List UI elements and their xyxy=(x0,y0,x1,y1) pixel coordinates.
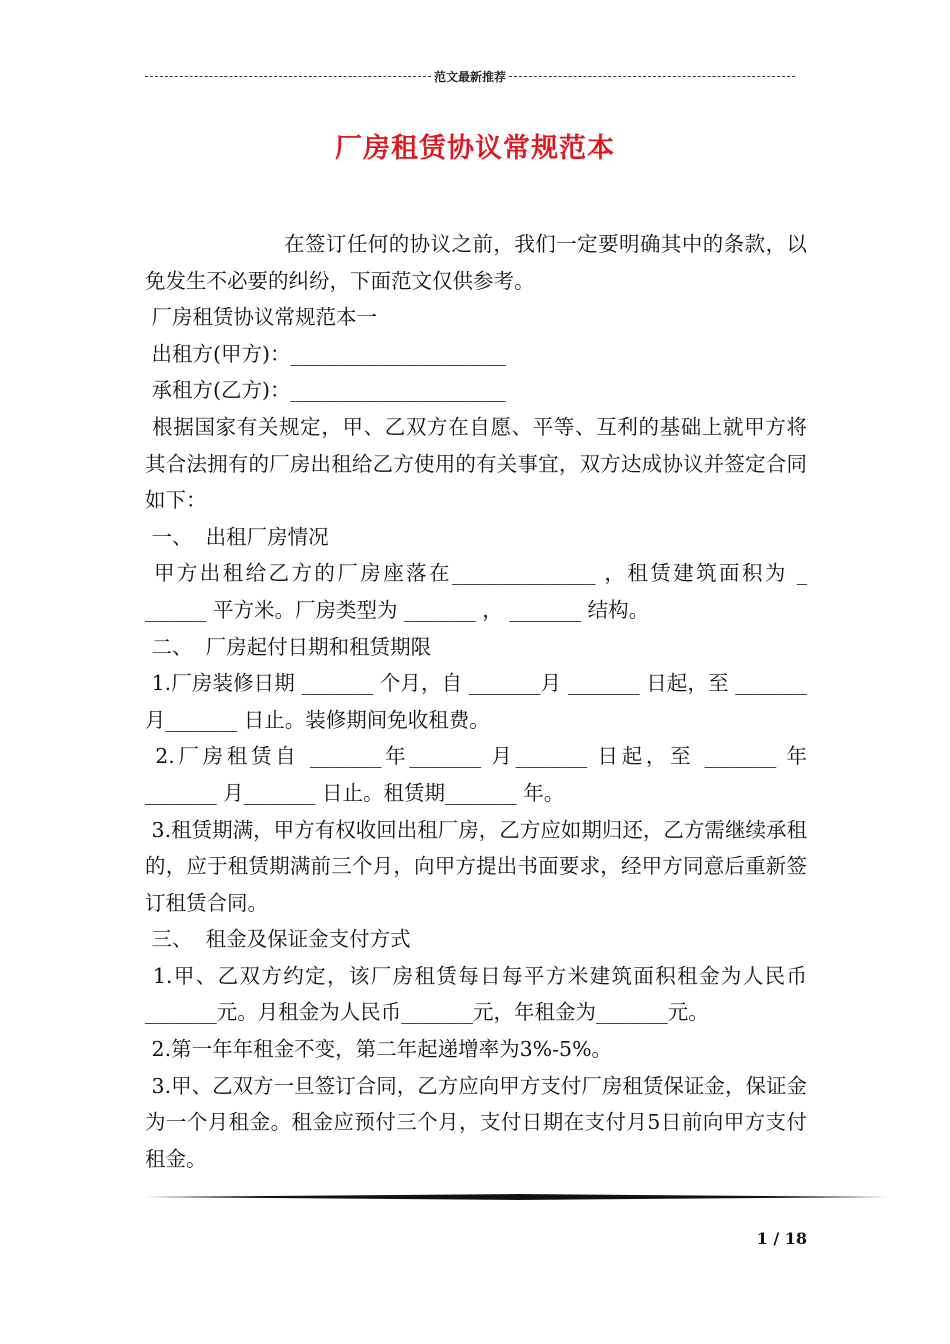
header-text: 范文最新推荐 xyxy=(434,69,507,84)
paragraph-intro: 在签订任何的协议之前，我们一定要明确其中的条款，以免发生不必要的纠纷，下面范文仅供参考。 xyxy=(145,232,808,293)
document-title: 厂房租赁协议常规范本 xyxy=(335,133,615,164)
paragraph-lessee: 承租方(乙方)：_____________________ xyxy=(145,378,506,403)
paragraph-section-1: 甲方出租给乙方的厂房座落在______________ ，租赁建筑面积为 _ ______ 平方米。厂房类型为 _______ ， _______ 结构。 xyxy=(145,561,814,622)
paragraph-2-1: 1.厂房装修日期 _______ 个月，自 _______月 _______ 日起，至 _______ 月_______ 日止。装修期间免收租费。 xyxy=(145,671,814,732)
paragraph-2-2: 2.厂房租赁自 _______年_______ 月_______ 日起，至 _______ 年 _______ 月_______ 日止。租赁期_______ 年。 xyxy=(145,744,814,805)
page-number: 1 / 18 xyxy=(756,1229,807,1248)
section-heading-1: 一、 出租厂房情况 xyxy=(145,524,329,549)
paragraph-preamble: 根据国家有关规定，甲、乙双方在自愿、平等、互利的基础上就甲方将其合法拥有的厂房出租给乙方使用的有关事宜，双方达成协议并签定合同如下： xyxy=(145,414,807,513)
footer-rule-graphic xyxy=(145,1194,889,1200)
paragraph-2-3: 3.租赁期满，甲方有权收回出租厂房，乙方应如期归还，乙方需继续承租的，应于租赁期满前三个月，向甲方提出书面要求，经甲方同意后重新签订租赁合同。 xyxy=(145,817,807,915)
paragraph-3-2: 2.第一年年租金不变，第二年起递增率为3%-5%。 xyxy=(145,1037,613,1062)
paragraph-lessor: 出租方(甲方)：_____________________ xyxy=(145,341,506,366)
paragraph-3-1: 1.甲、乙双方约定，该厂房租赁每日每平方米建筑面积租金为人民币 _______元。月租金为人民币_______元，年租金为_______元。 xyxy=(145,963,814,1025)
paragraph-heading-sample: 厂房租赁协议常规范本一 xyxy=(145,305,378,330)
page-header xyxy=(145,66,795,86)
footer-rule xyxy=(145,1194,889,1200)
section-heading-3: 三、 租金及保证金支付方式 xyxy=(145,927,411,952)
header-dash-right xyxy=(509,76,795,77)
header-dash-left xyxy=(145,76,431,77)
paragraph-3-3: 3.甲、乙双方一旦签订合同，乙方应向甲方支付厂房租赁保证金，保证金为一个月租金。租金应预付三个月，支付日期在支付月5日前向甲方支付租金。 xyxy=(145,1073,807,1171)
section-heading-2: 二、 厂房起付日期和租赁期限 xyxy=(145,634,432,659)
document-body xyxy=(145,226,814,1177)
